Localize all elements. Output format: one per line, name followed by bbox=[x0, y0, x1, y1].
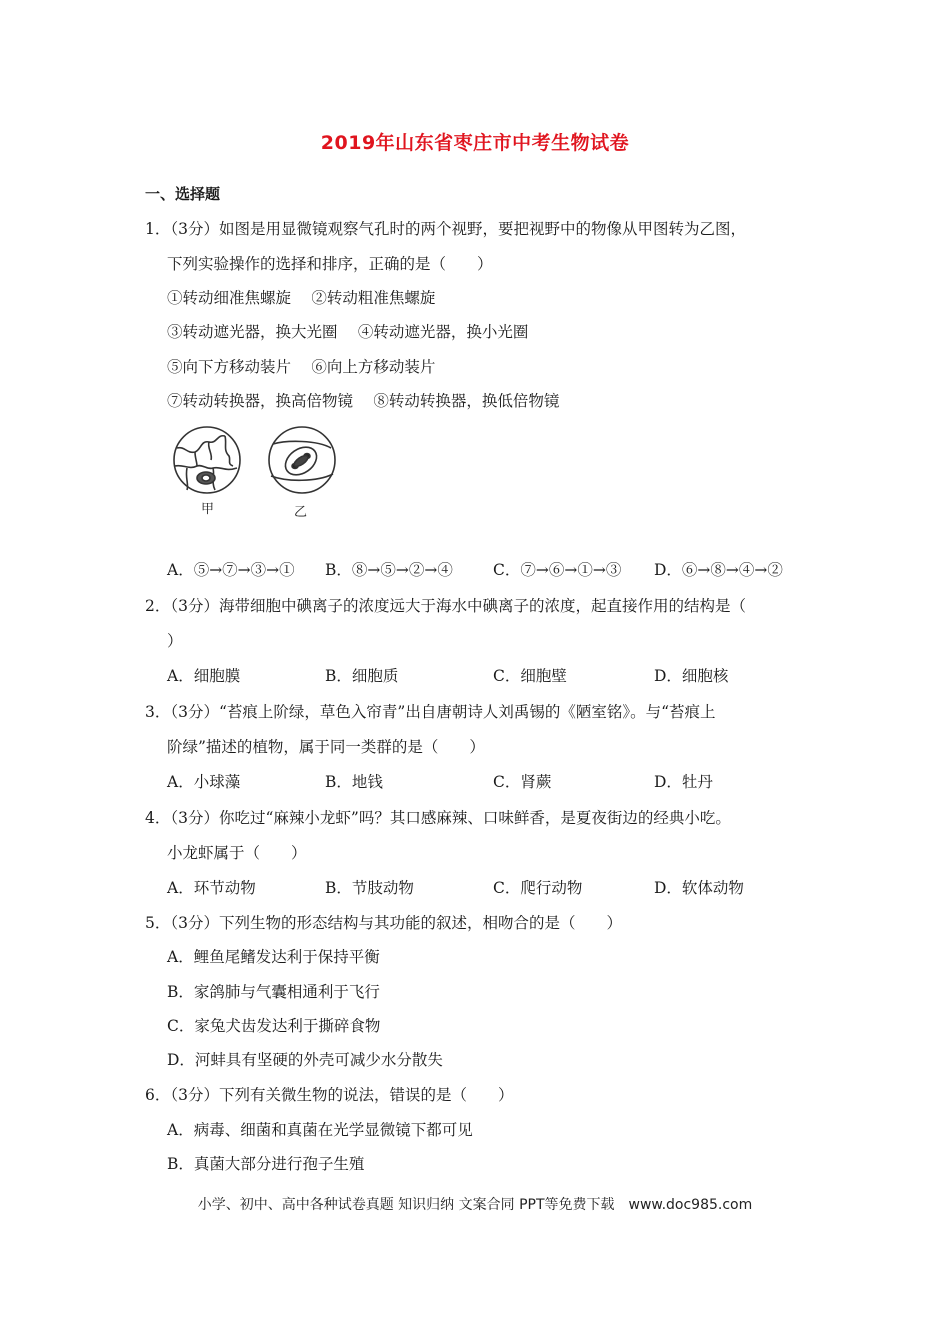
q3-option-c: C．肾蕨 bbox=[493, 773, 552, 791]
q1-item-line3: ⑤向下方移动装片 ⑥向上方移动装片 bbox=[167, 358, 436, 376]
q5-option-a: A．鲤鱼尾鳍发达利于保持平衡 bbox=[167, 948, 380, 966]
document-title: 2019年山东省枣庄市中考生物试卷 bbox=[320, 132, 630, 154]
q1-option-a: A．⑤→⑦→③→① bbox=[167, 561, 295, 579]
q6-option-b: B．真菌大部分进行孢子生殖 bbox=[167, 1155, 365, 1173]
q1-option-b: B．⑧→⑤→②→④ bbox=[325, 561, 453, 579]
q1-item-line1: ①转动细准焦螺旋 ②转动粗准焦螺旋 bbox=[167, 289, 436, 307]
q5-option-d: D．河蚌具有坚硬的外壳可减少水分散失 bbox=[167, 1051, 443, 1069]
q2-stem-line1: 2．（3分）海带细胞中碘离子的浓度远大于海水中碘离子的浓度，起直接作用的结构是（ bbox=[145, 597, 746, 615]
q1-item-line2: ③转动遮光器，换大光圈 ④转动遮光器，换小光圈 bbox=[167, 323, 529, 341]
q3-option-b: B．地钱 bbox=[325, 773, 383, 791]
q1-stem-line1: 1．（3分）如图是用显微镜观察气孔时的两个视野，要把视野中的物像从甲图转为乙图， bbox=[145, 220, 746, 238]
q4-stem-line2: 小龙虾属于（ ） bbox=[167, 844, 307, 862]
q2-stem-line2: ） bbox=[167, 632, 183, 650]
stomata-views-image bbox=[167, 424, 342, 524]
q6-stem-line1: 6．（3分）下列有关微生物的说法，错误的是（ ） bbox=[145, 1086, 514, 1104]
q4-option-a: A．环节动物 bbox=[167, 879, 256, 897]
q6-option-a: A．病毒、细菌和真菌在光学显微镜下都可见 bbox=[167, 1121, 473, 1139]
microscope-figure bbox=[167, 424, 342, 524]
fig-label-jia: 甲 bbox=[201, 502, 215, 517]
q2-option-c: C．细胞壁 bbox=[493, 667, 567, 685]
q3-option-d: D．牡丹 bbox=[654, 773, 713, 791]
q4-option-c: C．爬行动物 bbox=[493, 879, 583, 897]
q2-option-d: D．细胞核 bbox=[654, 667, 729, 685]
q3-option-a: A．小球藻 bbox=[167, 773, 241, 791]
q1-option-d: D．⑥→⑧→④→② bbox=[654, 561, 783, 579]
q1-option-c: C．⑦→⑥→①→③ bbox=[493, 561, 622, 579]
q5-stem-line1: 5．（3分）下列生物的形态结构与其功能的叙述，相吻合的是（ ） bbox=[145, 914, 622, 932]
q4-stem-line1: 4．（3分）你吃过“麻辣小龙虾”吗？其口感麻辣、口味鲜香，是夏夜街边的经典小吃。 bbox=[145, 809, 731, 827]
q2-option-a: A．细胞膜 bbox=[167, 667, 241, 685]
q5-option-c: C．家兔犬齿发达利于撕碎食物 bbox=[167, 1017, 381, 1035]
q1-stem-line2: 下列实验操作的选择和排序，正确的是（ ） bbox=[167, 255, 493, 273]
q2-option-b: B．细胞质 bbox=[325, 667, 399, 685]
q3-stem-line1: 3．（3分）“苔痕上阶绿，草色入帘青”出自唐朝诗人刘禹锡的《陋室铭》。与“苔痕上 bbox=[145, 703, 716, 721]
page-footer: 小学、初中、高中各种试卷真题 知识归纳 文案合同 PPT等免费下载 www.doc985.com bbox=[197, 1197, 753, 1213]
q4-option-d: D．软体动物 bbox=[654, 879, 744, 897]
q1-item-line4: ⑦转动转换器，换高倍物镜 ⑧转动转换器，换低倍物镜 bbox=[167, 392, 560, 410]
q3-stem-line2: 阶绿”描述的植物，属于同一类群的是（ ） bbox=[167, 738, 485, 756]
section-heading: 一、选择题 bbox=[145, 185, 221, 203]
fig-label-yi: 乙 bbox=[294, 505, 308, 520]
q4-option-b: B．节肢动物 bbox=[325, 879, 414, 897]
q5-option-b: B．家鸽肺与气囊相通利于飞行 bbox=[167, 983, 380, 1001]
